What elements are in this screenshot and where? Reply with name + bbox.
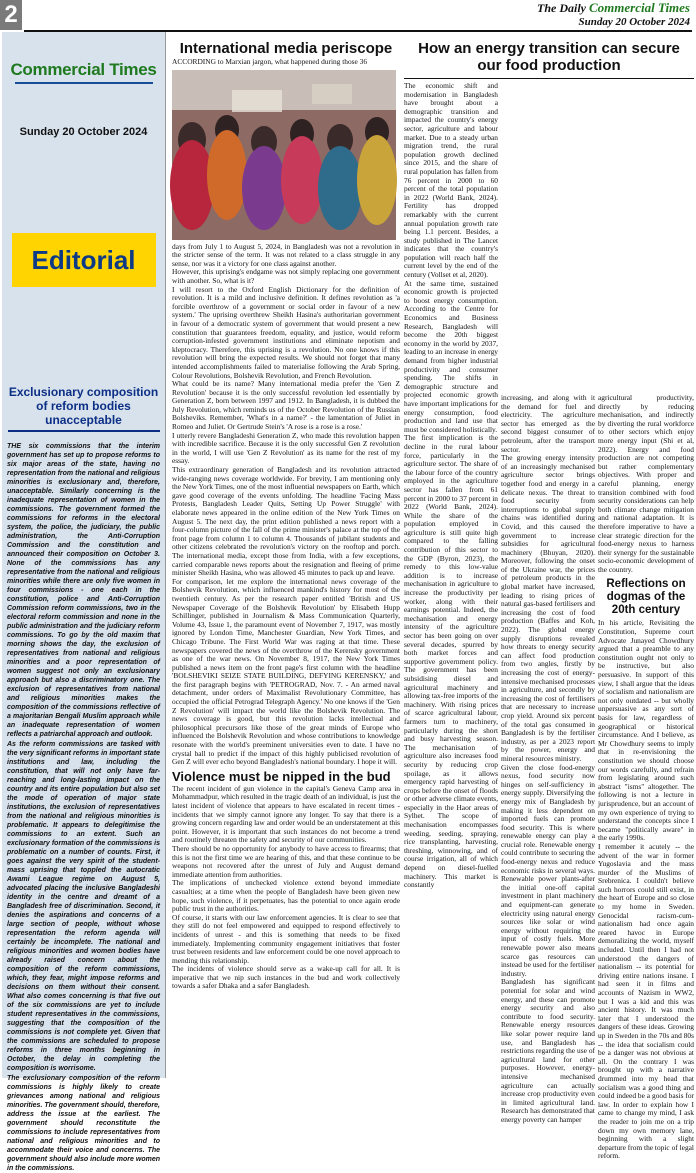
editorial-headline: Exclusionary composition of reform bodies unacceptable [8, 385, 159, 427]
energy-columns [404, 82, 694, 1161]
periscope-paragraph: However, this uprising's endgame was not simply replacing one government with another. So, what is it? [172, 267, 400, 285]
energy-title: How an energy transition can secure our food production [418, 40, 680, 74]
periscope-paragraph: For comparison, let me explore the international news coverage of the Bolshevik Revolution, which influenced mankind's history for most of the twentieth century. As per the research paper entitled 'British and US Newspaper Coverage of the Bolshevik Revolution' by Elisabeth Hupp Schillinger, published in Journalism & Mass Communication Quarterly, Volume 43, Issue 1, the paramount event of November 7, 1917, was mostly ignored by London Time, Manchester Guardian, New York Times, and Chicago Tribune. The First World War was raging at that time. These newspapers covered the news of the overthrow of the Kerensky government as one of the war news. On November 8, 1917, the New York Times published a news item on the front page's first column with the headline 'BOLSHEVIKI SEIZE STATE BUILDING, DEFYING KERENSKY,' and the first paragraph begins with 'PETROGRAD, Nov. 7. - An armed naval detachment, under orders of Maximalist Revolutionary Committee, has occupied the official Petrograd Telegraph Agency.' No one knows if the 'Gen Z Revolution' will impact the world like the Bolshevik Revolution. The news coverage is good, but this revolution lacks intellectual and philosophical precursors like those of the great minds of Europe who influenced the Bolshevik Revolution and whose contributions to knowledge resonate with the world's preeminent universities even to date. I have no crystal ball to predict if the impact of this highly publicised revolution of Gen Z will ever echo beyond Bangladesh's national boundary. I hope it will. [172, 576, 400, 767]
masthead [537, 0, 690, 16]
energy-paragraph: Given the close food-energy nexus, food security now hinges on self-sufficiency in energy supply. Diversifying the energy mix of Bangladesh by making it less dependent on imported fuels can promote food security. This is where renewable energy can play a crucial role. Renewable energy could contribute to securing the food-energy nexus and reduce economic risks in several ways. Renewable power plants-after the initial one-off capital investment in plant machinery and equipment-can generate electricity using natural energy sources like solar or wind energy without requiring the input of costly fuels. More renewable power also means scarce gas resources can instead be used for the fertiliser industry. [501, 762, 595, 978]
violence-headline: Violence must be nipped in the bud [172, 768, 391, 784]
violence-body [172, 785, 400, 991]
energy-title-rule [404, 78, 694, 79]
crowd-photo [172, 70, 396, 240]
energy-paragraph: The economic shift and modernisation in Bangladesh have brought about a demographic transition and impacted the country's energy sector, agriculture and labour market. Due to a steady urban migration trend, the rural population growth declined since 2015, and the share of rural population has fallen from 76 percent in 2000 to 60 percent of the total population in 2022 (World Bank, 2024). Fertility has dropped remarkably with the current annual population growth rate being 1.1 percent. Besides, a study published in The Lancet indicates that the country's population will reach half the current level by the end of the century (Vollset et al, 2020). [404, 81, 498, 280]
violence-paragraph: The recent incident of gun violence in the capital's Geneva Camp area in Mohammadpur, which resulted in the tragic death of an individual, is just the latest incident of violence that appears to have escalated in recent times - incidents that we simply cannot ignore any longer. To say that there is a growing concern regarding law and order would be an understatement at this point. However, it is important that such instances do not become a trend and routinely threaten the safety and security of our communities. [172, 783, 400, 845]
periscope-article [172, 32, 400, 1078]
energy-column-3 [598, 82, 694, 1161]
periscope-body [172, 243, 400, 767]
energy-paragraph: Bangladesh has significant potential for solar and wind energy, and these can promote energy security and also contribute to food security. Renewable energy resources like solar power require land use, and Bangladesh has restrictions regarding the use of agricultural land for other purposes. However, energy-intensive mechanised agriculture can actually increase crop productivity even in limited agricultural land. Research has demonstrated that energy poverty can hamper [501, 977, 595, 1124]
periscope-title: International media periscope [179, 40, 393, 57]
energy-article [404, 32, 694, 1161]
editorial-paragraph: THE six commissions that the interim government has set up to propose reforms to six major areas of the state, having no representation from the national and religious minorities is exclusionary and, therefore, unacceptable. Similarly concerning is the inadequate representation of women in the commissions. The government formed the commissions for reforms in the electoral system, the police, the judiciary, the public administration, the Anti-Corruption Commission and the constitution and announced their composition on October 3. None of the commissions has any representative from the national and religious minorities while there are only five women in four commissions - one each in the constitution, police and Anti-Corruption Commission reform commissions, two in the electoral reform commission and none in the public administration and the judiciary reform commissions. To go by the old maxim that morning shows the day, the exclusion of representatives from national and religious minorities and a poor representation of women suggest not only an exclusionary approach but also a discriminatory one. The exclusion of representatives from national and religious minorities makes the composition of the commissions reflective of a majoritarian Bengali Muslim approach while an inadequate representation of women reflects a patriarchal approach and outlook. [7, 443, 160, 738]
editorial-sidebar [2, 32, 166, 1172]
reflections-headline: Reflections on dogmas of the 20th century [606, 578, 686, 617]
masthead-prefix: The Daily [537, 1, 587, 15]
sidebar-brand-rule [15, 82, 153, 84]
violence-paragraph: The incidents of violence should serve as a wake-up call for all. It is imperative that we nip such instances in the bud and work collectively towards a safer Dhaka and a safer Bangladesh. [172, 964, 400, 991]
sidebar-brand: Commercial Times [10, 60, 157, 79]
editorial-body [7, 442, 160, 1173]
periscope-paragraph: What could be its name? Many international media prefer the 'Gen Z Revolution' because it is the only successful revolution led essentially by Generation Z, born between 1997 and 1912. In Bangladesh, it is dubbed the July Revolution, which reminds us of the October Revolution of the Russian Bolsheviks. Remember, 'What's in a name?' - the lamentation of Juliet in Romeo and Juliet. Or Gertrude Stein's 'A rose is a rose is a rose.' [172, 379, 400, 432]
energy-paragraph: The first implication is the decline in the rural labour force, particularly in the agriculture sector. The share of the labour force of the country employed in the agriculture sector has fallen from 61 percent in 2000 to 37 percent in 2022 (World Bank, 2024). While the share of the population employed in agriculture is still quite high compared to the falling contribution of this sector to the GDP (Byron, 2023), the remedy to this low-value addition is to increase mechanisation in agriculture to increase the productivity per worker, along with their earnings potential. Indeed, the mechanisation and energy intensity of the agriculture sector has been going on over several decades, spurred by both market forces and supportive government policy. The government has been subsidising diesel and agricultural machinery and allowing tax-free imports of the machinery. With rising prices of scarce agricultural labour, farmers turn to machinery, particularly during the short and busy harvesting season. The mechanisation of agriculture also increases food security by reducing crop spoilage, as it allows emergency rapid harvesting of crops before the onset of floods or other adverse climate events, especially in the Haor areas of Sylhet. The scope of mechanisation encompasses weeding, seeding, spraying, rice transplanting, harvesting, threshing, winnowing, and of course irrigation, all of which depend on diesel-fuelled machinery. This market is constantly [404, 433, 498, 890]
editorial-label: Editorial [12, 233, 156, 287]
reflections-paragraph: I remember it acutely -- the advent of the war in former Yugoslavia and the mass murder of the Muslims of Srebrenica. I couldn't believe such horrors could still exist, in the heart of Europe and so close to my home in Sweden. Genocidal racism-cum-nationalism had once again reared havoc in Europe demoralizing the world, myself included. Until then I had not understood the dangers of nationalism -- its potential for driving entire nations insane. I had seen it in films and accounts of Nazism in WW2, but I was a kid and this was ancient history. It was much later that I understood the dangers of these ideas. Growing up in Sweden in the 70s and 80s -- the idea that socialism could be a danger was not obvious at all. On the contrary I was brought up with a narrative drummed into my head that socialism was a good thing and could indeed be a good basis for law. In order to explain how I came to change my mind, I ask the reader to join me on a trip down my own memory lane, beginning with a slight departure from the topic of legal reform. [598, 841, 694, 1161]
reflections-paragraph: In his article, Revisiting the Constitution, Supreme court Advocate Junayed Chowdhury argued that a preamble to any constitution ought not only to be instructive, but also persuasive. In support of this view, I shall argue that the ideas of socialism and nationalism are not only outdated -- but wholly unpersuasive as any sort of basis for law, regardless of geographical or historical circumstance. And I believe, as Mr Chowdhury seems to imply that in re-envisioning the constitution we should choose our words carefully, and refrain from legislating around such abstract "isms" altogether. The following is not a lecture in jurisprudence, but an account of my own experience of trying to understand the concepts since I became "politically aware" in the early 1990s. [598, 618, 694, 843]
violence-paragraph: Of course, it starts with our law enforcement agencies. It is clear to see that they still do not feel empowered and equipped to respond effectively to incidents of unrest - and this is something that needs to be fixed immediately. Implementing community engagement initiatives that foster trust between residents and law enforcement could be one novel approach to mending this relationship. [172, 912, 400, 965]
crowd-photo-illustration [172, 70, 396, 240]
periscope-paragraph: I will resort to the Oxford English Dictionary for the definition of revolution. It is a mild and inclusive definition. It defines revolution as 'a forcible overthrow of a government or social order in favour of a new system.' The uprising overthrew Sheikh Hasina's authoritarian government in favour of a democratic system of government that would present a new constitution that guarantees freedom, equality, and justice, would reform corruption-infested government institutions and eliminate nepotism and kleptocracy. Therefore, this uprising is a revolution. No one knows if this revolution will bring the expected results. We should not forget that many intended accomplishments failed to materialise following the Arab Spring, Colour Revolutions, Bolshevik Revolution, and French Revolution. [172, 284, 400, 380]
editorial-paragraph: As the reform commissions are tasked with the very significant reforms in important state institutions and law, including the constitution, that will not only have far-reaching and long-lasting impact on the country and its entire population but also set the mode of operation of major state institutions, the exclusion of representatives from the national and religious minorities is problematic. It appears to delegitimise the commissions to an extent. Such an exclusionary formation of the commissions is problematic on a number of counts. First, it goes against the very spirit of the student-mass uprising that toppled the autocratic Awami League regime on August 5, advocated placing the inclusive Bangladeshi identity in the centre and dreamt of a Bangladesh free of discrimination. Second, it denies the aspirations and concerns of a large section of people, without whose representation the reform agenda will certainly be incomplete. The national and religious minorities and women bodies have already raised concern about the composition of the reform commissions, which, they fear, might impose reforms and decisions on them without their consent. What also comes concerning is that five out of the six commissions are yet to include student representatives in the commissions, suggesting that the composition of the commissions is not complete yet. Given that the commissions are scheduled to propose reforms in three months beginning in October, the delay in completing the composition is worrisome. [7, 741, 160, 1072]
editorial-headline-rule [8, 430, 160, 432]
energy-paragraph: agricultural productivity, directly by reducing mechanisation, and indirectly by diverting the rural workforce to other sectors which enjoy more energy input (Shi et al, 2022). Energy and food production are not competing but rather complementary objectives. With proper and careful planning, energy transition combined with food security considerations can help both climate change mitigation and national adaptation. It is therefore imperative to have a clear strategic direction for the food-energy nexus to harness their synergy for the sustainable socio-economic development of the country. [598, 393, 694, 574]
periscope-paragraph: days from July 1 to August 5, 2024, in Bangladesh was not a revolution in the stricter sense of the term. It was not related to a class struggle in any sense, nor was it a victory for one class against another. [172, 241, 400, 268]
energy-paragraph: At the same time, sustained economic growth is projected to boost energy consumption. According to the Centre for Economics and Business Research, Bangladesh will become the 20th biggest economy in the world by 2037, leading to an increase in energy demand from higher industrial productivity and consumer spending. The shifts in demographic structure and projected economic growth have important implications for energy consumption, food production and land use that must be considered holistically. [404, 278, 498, 434]
periscope-paragraph: I utterly revere Bangladeshi Generation Z, who made this revolution happen with incredible sacrifice. Because it is the only successful Gen Z revolution in the world, I will use 'Gen Z Revolution' as its name for the rest of my essay. [172, 430, 400, 466]
energy-paragraph: The growing energy intensity of an increasingly mechanised agriculture sector brings together food and energy in a delicate nexus. The threat to food security from interruptions to global supply chains was identified during Covid, and this caused the government to increase subsidies for agricultural machinery (Bhuyan, 2020). Moreover, following the onset of the Ukraine war, the prices of petroleum products in the global market have increased, leading to rising prices of natural gas-based fertilisers and increasing the cost of food production (Baffes and Koh, 2022). The global energy supply disruptions revealed how threats to energy security can affect food production from two angles, firstly by increasing the cost of energy-intensive mechanised processes in agriculture, and secondly by increasing the cost of fertilisers that are necessary to increase crop yield. Around six percent of the total gas consumed in Bangladesh is by the fertiliser industry, as per a 2023 report by the power, energy and mineral resources ministry. [501, 453, 595, 763]
sidebar-date: Sunday 20 October 2024 [19, 126, 148, 138]
page-number: 2 [0, 0, 22, 30]
masthead-brand: Commercial Times [589, 0, 690, 15]
energy-paragraph: increasing, and along with it the demand for fuel and electricity. The agriculture sector has emerged as the second biggest consumer of petroleum, after the transport sector. [501, 393, 595, 454]
energy-column-1 [404, 82, 498, 1161]
periscope-lead: ACCORDING to Marxian jargon, what happened during those 36 [172, 57, 368, 66]
periscope-paragraph: This extraordinary generation of Bangladesh and its revolution attracted wide-ranging news coverage worldwide. For brevity, I am mentioning only the New York Times, one of the most influential newspapers on Earth, which gave good coverage of the events unfolding. The headline 'Facing Mass Protests, Bangladesh Leader Quits, Setting Up Power Struggle' with elaborate news appeared in the online edition of the New York Times on August 5. The next day, the print edition published a news report with a four-column picture of the fall of the prime minister's palace at the top of the front page from column 1 to column 4. Thousands of jubilant students and other citizens celebrated the revolution's victory on the rooftop and porch. The international media, except those from India, with a few exceptions, carried comparable news reports about the resignation and fleeing of prime minister Sheikh Hasina, who was allowed 45 minutes to pack up and leave. [172, 465, 400, 578]
violence-paragraph: There should be no opportunity for anybody to have access to firearms; that this is not the first time we are hearing of this, and that these continue to be weapons not recovered after the unrest of July and August demand immediate attention from authorities. [172, 843, 400, 879]
energy-column-2 [501, 82, 595, 1161]
violence-paragraph: The implications of unchecked violence extend beyond immediate casualties; at a time when the people of Bangladesh have been given new hope, such violence, if it perpetuates, has the potential to once again erode public trust in the authorities. [172, 878, 400, 914]
masthead-date: Sunday 20 October 2024 [578, 16, 690, 28]
editorial-paragraph: The exclusionary composition of the reform commissions is highly likely to create grievances among national and religious minorities. The government should, therefore, address the issue at the earliest. The government should reconstitute the commissions to include representatives from national and religious minorities and to accommodate their voice and concerns. The government should also include more women in the commissions. [7, 1075, 160, 1172]
